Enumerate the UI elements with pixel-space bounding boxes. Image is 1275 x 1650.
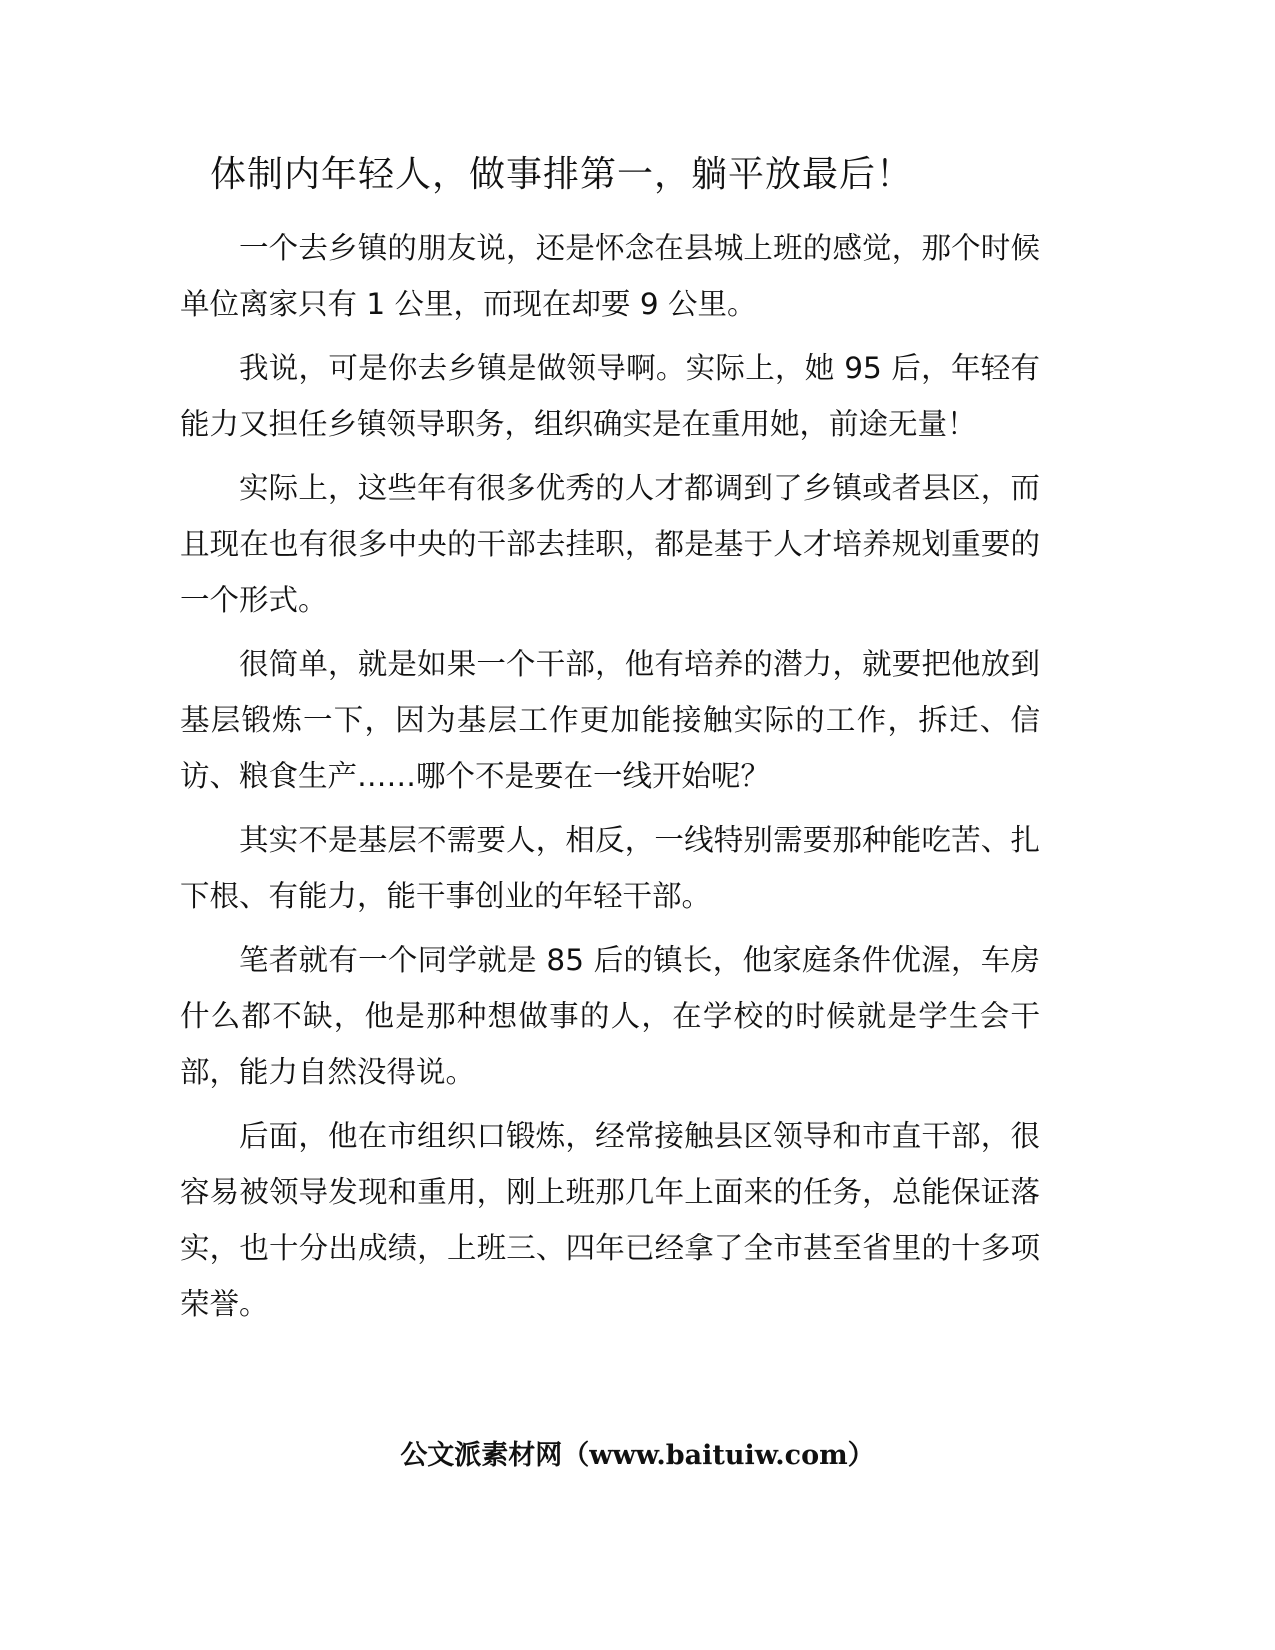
paragraph: 一个去乡镇的朋友说，还是怀念在县城上班的感觉，那个时候单位离家只有 1 公里，而现在却要 9 公里。 bbox=[180, 231, 1040, 321]
paragraph: 实际上，这些年有很多优秀的人才都调到了乡镇或者县区，而且现在也有很多中央的干部去挂职，都是基于人才培养规划重要的一个形式。 bbox=[180, 471, 1040, 617]
footer-source: 公文派素材网（www.baituiw.com） bbox=[400, 1440, 875, 1471]
paragraph: 其实不是基层不需要人，相反，一线特别需要那种能吃苦、扎下根、有能力，能干事创业的年轻干部。 bbox=[180, 823, 1040, 913]
document-body bbox=[180, 220, 1040, 1340]
paragraph: 我说，可是你去乡镇是做领导啊。实际上，她 95 后，年轻有能力又担任乡镇领导职务，组织确实是在重用她，前途无量！ bbox=[180, 351, 1040, 441]
paragraph: 后面，他在市组织口锻炼，经常接触县区领导和市直干部，很容易被领导发现和重用，刚上班那几年上面来的任务，总能保证落实，也十分出成绩，上班三、四年已经拿了全市甚至省里的十多项荣誉。 bbox=[180, 1119, 1040, 1321]
paragraph: 很简单，就是如果一个干部，他有培养的潜力，就要把他放到基层锻炼一下，因为基层工作更加能接触实际的工作，拆迁、信访、粮食生产……哪个不是要在一线开始呢？ bbox=[180, 647, 1040, 793]
document-title: 体制内年轻人，做事排第一，躺平放最后！ bbox=[210, 154, 914, 195]
paragraph: 笔者就有一个同学就是 85 后的镇长，他家庭条件优渥，车房什么都不缺，他是那种想做事的人，在学校的时候就是学生会干部，能力自然没得说。 bbox=[180, 943, 1040, 1089]
